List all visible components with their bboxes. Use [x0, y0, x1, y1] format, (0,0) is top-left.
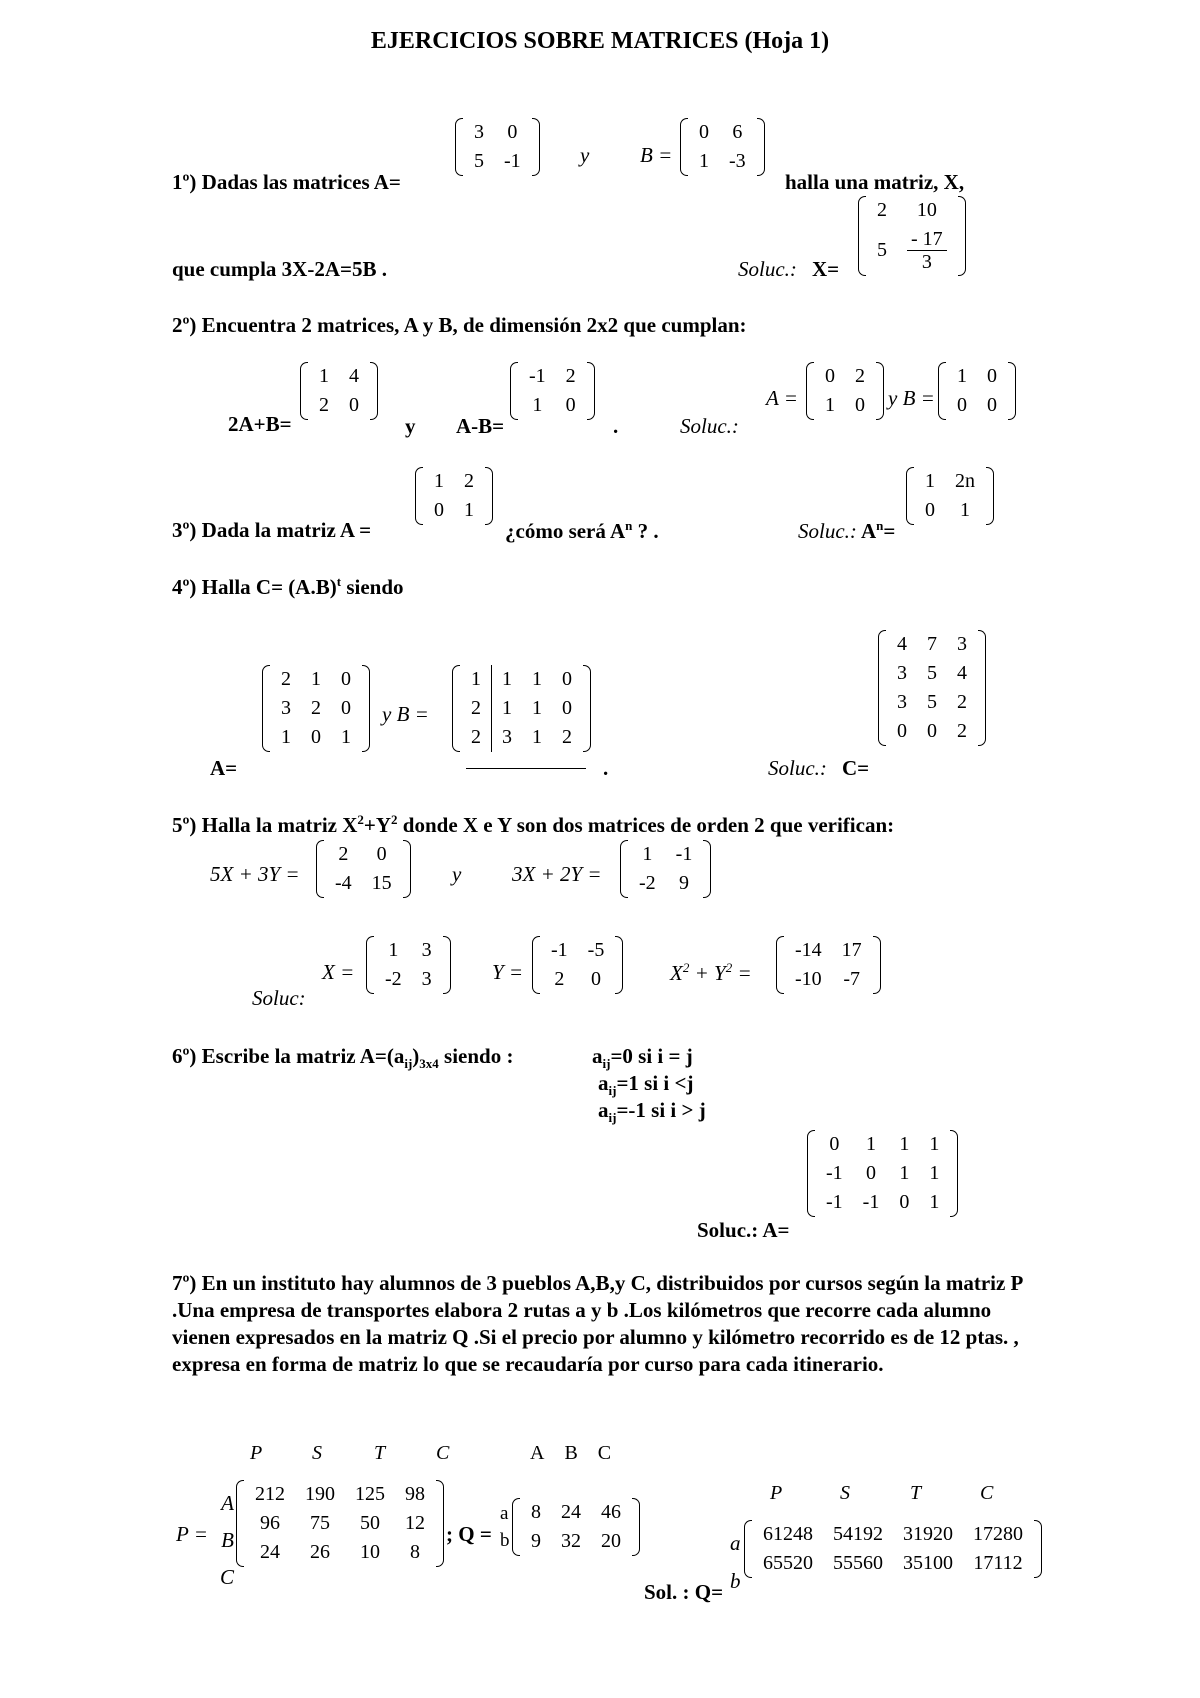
- matrix-cell: 24: [561, 1501, 581, 1523]
- ex2-lhs-1: 2A+B=: [228, 412, 292, 436]
- matrix-cell: 55560: [833, 1552, 883, 1574]
- ex1-solution-label: Soluc.:: [738, 257, 797, 281]
- ex5-lhs-2: 3X + 2Y =: [512, 862, 602, 886]
- ex3-matrix-a: [415, 467, 493, 525]
- ex4-matrix-a: [262, 665, 370, 752]
- ex7-result-column-headers: P S T C: [770, 1482, 994, 1504]
- ex6-solution-matrix: [807, 1130, 958, 1217]
- matrix-cell: 32: [561, 1530, 581, 1552]
- matrix-cell: 1: [960, 499, 970, 521]
- ex4-solution-c: C=: [842, 756, 870, 780]
- matrix-cell: 1: [532, 668, 542, 690]
- matrix-cell: 0: [507, 121, 518, 143]
- ex4-yb-label: y B =: [382, 702, 429, 726]
- matrix-cell: 1: [899, 1162, 910, 1184]
- ex7-result-matrix: [744, 1520, 1042, 1578]
- matrix-cell: 0: [855, 394, 865, 416]
- matrix-cell: 0: [987, 394, 997, 416]
- ex2-a-label: A =: [766, 386, 798, 410]
- matrix-cell: 3: [502, 726, 512, 748]
- matrix-cell: 0: [341, 697, 351, 719]
- matrix-cell: 1: [319, 365, 329, 387]
- matrix-cell: 12: [405, 1512, 425, 1534]
- ex7-statement: 7º) En un instituto hay alumnos de 3 pueblos A,B,y C, distribuidos por cursos según la matriz P .Una empresa de transportes elabora 2 rutas a y b .Los kilómetros que recorre cada alumno vienen expresados en la matriz Q .Si el precio por alumno y kilómetro recorrido es de 12 ptas. , expresa en forma de matriz lo que se recaudaría por curso para cada itinerario.: [172, 1271, 1023, 1376]
- ex2-lhs-2: A-B=: [456, 414, 505, 438]
- matrix-cell: -1: [826, 1191, 843, 1213]
- matrix-cell: 3: [421, 968, 432, 990]
- matrix-cell: 0: [987, 365, 997, 387]
- ex5-xy-label: $X^2 + Y^2$ =: [670, 960, 752, 985]
- matrix-cell: 1: [461, 665, 492, 694]
- ex6-solution-label: Soluc.: A=: [697, 1218, 790, 1242]
- ex5-statement: 5º) Halla la matriz $X^2+Y^2$ donde X e Y son dos matrices de orden 2 que verifican:: [172, 812, 895, 837]
- matrix-cell: 0: [927, 720, 937, 742]
- matrix-cell: 0: [866, 1162, 876, 1184]
- ex5-matrix-1: [316, 840, 411, 898]
- matrix-cell: 1: [925, 470, 935, 492]
- matrix-cell: 1: [929, 1191, 940, 1213]
- matrix-cell: 1: [929, 1162, 940, 1184]
- matrix-cell: 75: [310, 1512, 330, 1534]
- matrix-cell: -2: [639, 872, 656, 894]
- matrix-cell: 2: [338, 843, 349, 865]
- matrix-cell: 0: [434, 499, 444, 521]
- matrix-cell: 3: [421, 939, 432, 961]
- matrix-cell: 2: [311, 697, 321, 719]
- ex3-statement: 3º) Dada la matriz A =: [172, 518, 372, 542]
- matrix-cell: 1: [311, 668, 321, 690]
- ex5-lhs-1: 5X + 3Y =: [210, 862, 300, 886]
- ex7-p-eq: P =: [176, 1522, 208, 1546]
- matrix-cell: 10: [360, 1541, 380, 1563]
- ex5-y: y: [452, 862, 462, 886]
- matrix-cell: -2: [385, 968, 402, 990]
- matrix-cell: 24: [260, 1541, 280, 1563]
- ex6-condition-3: $a_{ij}=-1$ si i > j: [598, 1098, 706, 1126]
- matrix-cell: 1: [502, 668, 512, 690]
- ex5-x-label: X =: [322, 960, 355, 984]
- ex1-statement-2: halla una matriz, X,: [785, 170, 965, 194]
- ex1-matrix-b: [680, 118, 765, 176]
- ex2-matrix-a: [806, 362, 884, 420]
- ex1-y: y: [580, 143, 590, 167]
- ex4-solution-label: Soluc.:: [768, 756, 827, 780]
- matrix-cell: 0: [825, 365, 835, 387]
- ex5-matrix-2: [620, 840, 711, 898]
- ex4-dot: .: [603, 756, 609, 780]
- ex2-matrix-2: [510, 362, 595, 420]
- matrix-cell: 1: [502, 697, 512, 719]
- ex1-b-label: B =: [640, 143, 673, 167]
- ex6-statement: 6º) Escribe la matriz $A=(a_{ij})_{3x4}$ siendo :: [172, 1044, 514, 1072]
- matrix-cell: 61248: [763, 1523, 813, 1545]
- ex1-solution-x: X=: [812, 257, 840, 281]
- matrix-cell: 0: [925, 499, 935, 521]
- matrix-cell: 0: [897, 720, 907, 742]
- ex5-matrix-x: [366, 936, 451, 994]
- ex1-statement-3: que cumpla 3X-2A=5B .: [172, 257, 387, 281]
- ex7-q-column-headers: A B C: [530, 1442, 612, 1464]
- ex7-matrix-q: [512, 1498, 640, 1556]
- ex3-question: ¿cómo será $A^n$ ? .: [505, 518, 659, 543]
- matrix-cell: 0: [957, 394, 967, 416]
- matrix-cell: 0: [591, 968, 601, 990]
- page-title: EJERCICIOS SOBRE MATRICES (Hoja 1): [370, 28, 830, 54]
- matrix-cell: 5: [927, 691, 937, 713]
- matrix-cell: 2: [461, 723, 492, 752]
- matrix-cell: 2: [461, 694, 492, 723]
- ex5-matrix-y: [532, 936, 623, 994]
- matrix-cell: 2: [554, 968, 565, 990]
- matrix-cell: 1: [341, 726, 351, 748]
- ex5-solution-label: Soluc:: [252, 986, 306, 1010]
- ex1-matrix-a: [455, 118, 540, 176]
- matrix-cell: 4: [897, 633, 907, 655]
- ex4-matrix-b: [452, 665, 591, 752]
- ex2-statement: 2º) Encuentra 2 matrices, A y B, de dimensión 2x2 que cumplan:: [172, 313, 747, 337]
- matrix-cell: 2: [319, 394, 329, 416]
- matrix-cell: 50: [360, 1512, 380, 1534]
- ex2-solution-label: Soluc.:: [680, 414, 739, 438]
- ex4-solution-matrix: [878, 630, 986, 746]
- matrix-cell: -14: [795, 939, 822, 961]
- matrix-cell: 1: [532, 697, 542, 719]
- ex1-solution-matrix: 2 10 5 $\frac{- 17}{3}$: [858, 196, 966, 276]
- matrix-cell: 17280: [973, 1523, 1023, 1545]
- matrix-cell: 190: [305, 1483, 335, 1505]
- matrix-cell: 8: [410, 1541, 420, 1563]
- matrix-cell: 1: [532, 394, 543, 416]
- matrix-cell: 0: [341, 668, 351, 690]
- matrix-cell: 2: [855, 365, 865, 387]
- matrix-cell: 1: [532, 726, 542, 748]
- matrix-cell: 65520: [763, 1552, 813, 1574]
- matrix-cell: -10: [795, 968, 822, 990]
- ex3-solution-matrix: [906, 467, 994, 525]
- matrix-cell: 17: [841, 939, 862, 961]
- ex7-matrix-p: [236, 1480, 444, 1567]
- matrix-cell: 2: [565, 365, 576, 387]
- matrix-cell: 1: [929, 1133, 940, 1155]
- matrix-cell: 0: [899, 1191, 910, 1213]
- matrix-cell: 0: [376, 843, 387, 865]
- matrix-cell: 0: [349, 394, 359, 416]
- ex2-yb-label: y B =: [888, 386, 935, 410]
- matrix-cell: 5: [927, 662, 937, 684]
- ex2-dot: .: [613, 414, 619, 438]
- ex7-p-row-labels: A B C: [219, 1491, 234, 1589]
- matrix-cell: 31920: [903, 1523, 953, 1545]
- matrix-cell: 125: [355, 1483, 385, 1505]
- matrix-cell: 1: [866, 1133, 876, 1155]
- matrix-cell: 98: [405, 1483, 425, 1505]
- matrix-cell: 96: [260, 1512, 280, 1534]
- matrix-cell: 1: [281, 726, 291, 748]
- matrix-cell: 0: [562, 668, 572, 690]
- matrix-cell: 0: [829, 1133, 840, 1155]
- matrix-cell: 3: [281, 697, 291, 719]
- matrix-cell: 1: [388, 939, 399, 961]
- matrix-cell: 2: [957, 691, 967, 713]
- matrix-cell: -1: [862, 1191, 880, 1213]
- matrix-cell: -7: [843, 968, 860, 990]
- matrix-cell: 2: [957, 720, 967, 742]
- ex5-matrix-xy: [776, 936, 881, 994]
- matrix-cell: 2: [281, 668, 291, 690]
- matrix-cell: 2n: [955, 470, 975, 492]
- matrix-cell: 3: [897, 691, 907, 713]
- ex4-a-label: A=: [210, 756, 238, 780]
- matrix-cell: 3: [897, 662, 907, 684]
- matrix-cell: 1: [825, 394, 835, 416]
- ex7-q-row-labels: a b: [500, 1503, 510, 1551]
- matrix-cell: 212: [255, 1483, 285, 1505]
- matrix-cell: 8: [531, 1501, 541, 1523]
- ex7-p-column-headers: P S T C: [250, 1442, 450, 1464]
- matrix-cell: 2: [562, 726, 572, 748]
- matrix-cell: 3: [957, 633, 967, 655]
- matrix-cell: 0: [311, 726, 321, 748]
- ex2-matrix-1: [300, 362, 378, 420]
- matrix-cell: 0: [699, 121, 709, 143]
- matrix-cell: 9: [679, 872, 689, 894]
- ex2-matrix-b: [938, 362, 1016, 420]
- matrix-cell: 15: [371, 872, 392, 894]
- matrix-cell: 54192: [833, 1523, 883, 1545]
- matrix-cell: 0: [562, 697, 572, 719]
- matrix-cell: 1: [899, 1133, 910, 1155]
- matrix-cell: 20: [601, 1530, 621, 1552]
- matrix-cell: 2: [464, 470, 474, 492]
- matrix-cell: 3: [474, 121, 484, 143]
- ex7-result-row-labels: a b: [730, 1531, 741, 1593]
- matrix-cell: 1: [642, 843, 653, 865]
- ex1-statement: 1º) Dadas las matrices A=: [172, 170, 401, 194]
- matrix-cell: 7: [927, 633, 937, 655]
- ex7-solution-label: Sol. : Q=: [644, 1580, 724, 1604]
- matrix-cell: -1: [826, 1162, 843, 1184]
- ex2-y: y: [405, 414, 416, 438]
- matrix-cell: -1: [529, 365, 546, 387]
- ex6-condition-2: $a_{ij}=1$ si i <j: [598, 1071, 694, 1099]
- matrix-cell: -1: [675, 843, 693, 865]
- ex3-solution: Soluc.: $A^n=$: [798, 518, 896, 543]
- matrix-cell: 9: [531, 1530, 541, 1552]
- ex7-separator: ; Q =: [446, 1522, 492, 1546]
- matrix-cell: 1: [464, 499, 474, 521]
- ex5-y-label: Y =: [492, 960, 524, 984]
- matrix-cell: 46: [601, 1501, 621, 1523]
- matrix-cell: 26: [310, 1541, 330, 1563]
- matrix-cell: -5: [587, 939, 605, 961]
- matrix-cell: 4: [957, 662, 967, 684]
- matrix-cell: 4: [349, 365, 359, 387]
- matrix-cell: -4: [335, 872, 352, 894]
- matrix-cell: -1: [551, 939, 568, 961]
- matrix-cell: 35100: [903, 1552, 953, 1574]
- matrix-cell: -1: [504, 150, 521, 172]
- matrix-cell: 1: [957, 365, 967, 387]
- matrix-cell: 1: [434, 470, 444, 492]
- matrix-cell: 6: [732, 121, 743, 143]
- ex4-statement: 4º) Halla $C= (A.B)^t$ siendo: [172, 574, 404, 599]
- matrix-cell: 1: [699, 150, 709, 172]
- matrix-cell: 17112: [973, 1552, 1023, 1574]
- matrix-cell: 5: [474, 150, 484, 172]
- ex4-matrix-b-underline: [466, 768, 586, 769]
- matrix-cell: 0: [565, 394, 576, 416]
- ex6-condition-1: $a_{ij}=0$ si i = j: [592, 1044, 693, 1072]
- matrix-cell: -3: [729, 150, 746, 172]
